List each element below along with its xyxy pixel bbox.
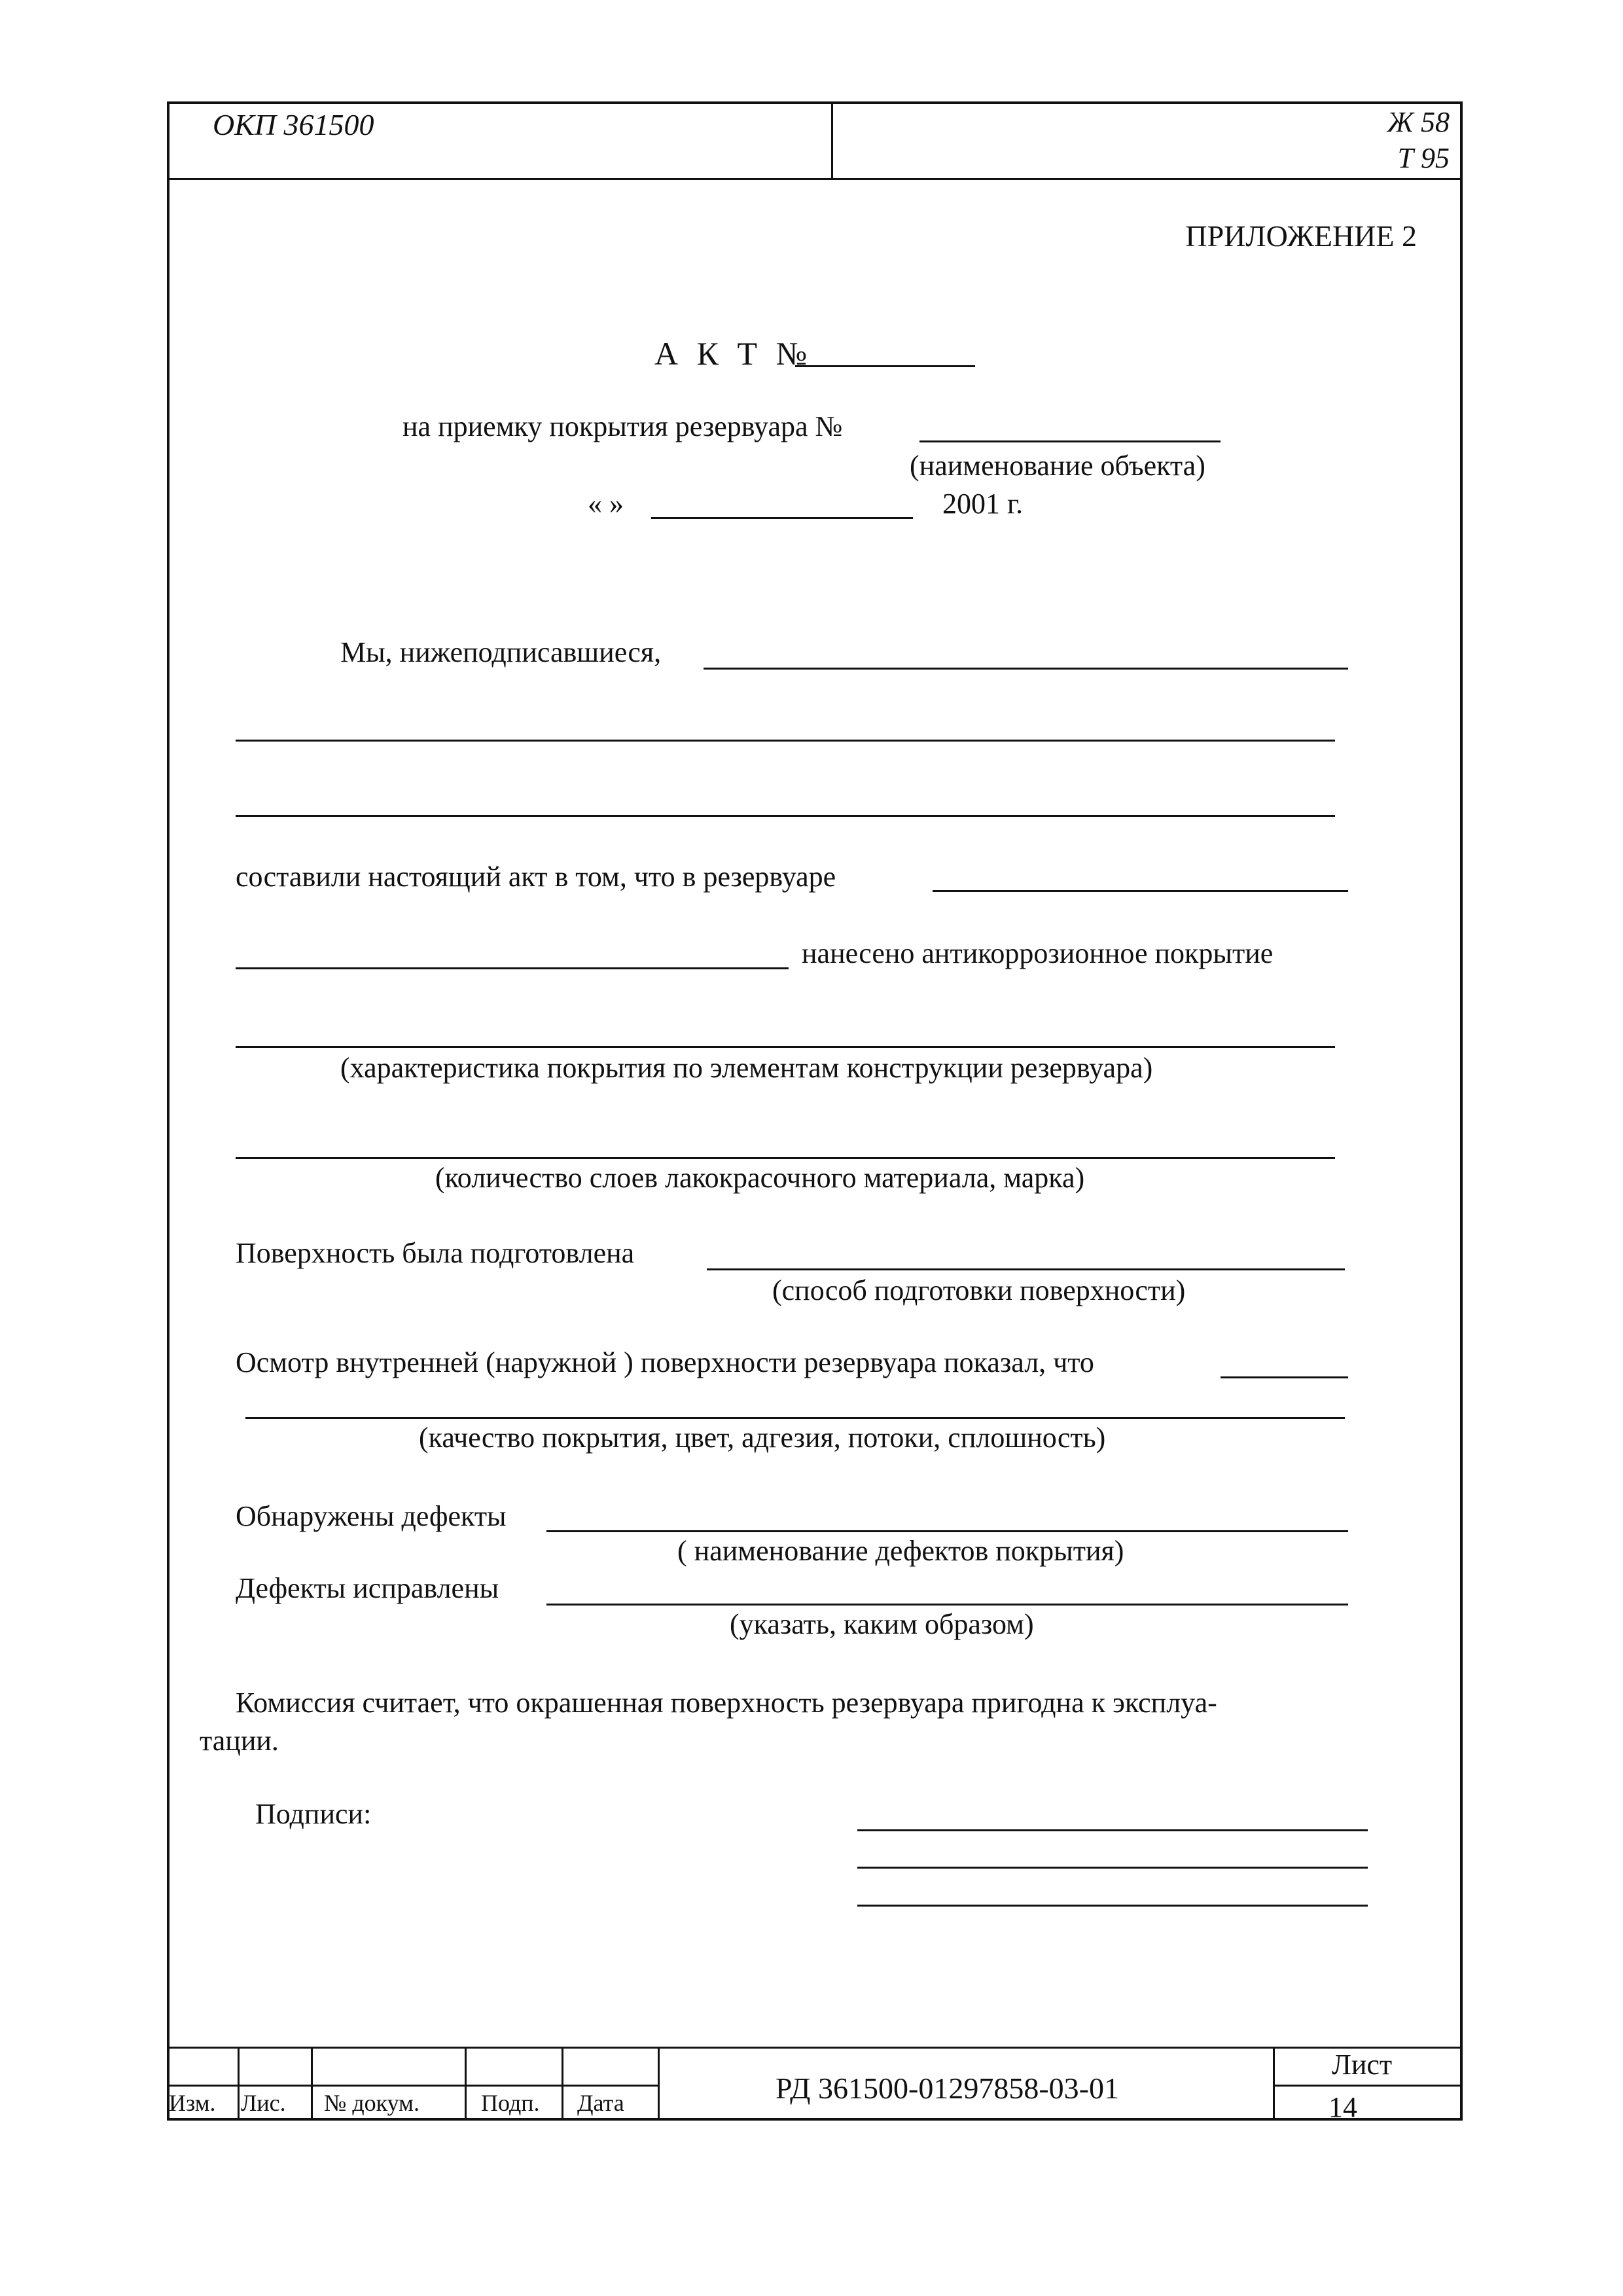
tank-line — [933, 890, 1348, 892]
date-quotes: « » — [588, 488, 624, 520]
col-data-sep — [658, 2047, 660, 2121]
commission-line-2: тации. — [200, 1725, 279, 1757]
composed-label: составили настоящий акт в том, что в резервуаре — [236, 861, 836, 893]
col-lis-sep — [311, 2047, 313, 2121]
signature-line-2 — [857, 1867, 1368, 1869]
code-zh58: Ж 58 — [1387, 106, 1450, 138]
col-podp-sep — [562, 2047, 563, 2121]
header-separator — [831, 101, 833, 178]
col-lis: Лис. — [241, 2090, 286, 2116]
defects-found-label: Обнаружены дефекты — [236, 1500, 507, 1532]
act-number-line — [795, 365, 975, 367]
col-podp: Подп. — [481, 2090, 540, 2116]
signature-line-3 — [857, 1905, 1368, 1907]
date-line — [651, 517, 913, 519]
signers-line-1 — [704, 668, 1348, 670]
title-block-row3 — [167, 2119, 658, 2121]
surface-line — [707, 1268, 1345, 1270]
act-subtitle: на приемку покрытия резервуара № — [402, 410, 843, 442]
defects-found-line — [546, 1530, 1348, 1532]
defects-fixed-label: Дефекты исправлены — [236, 1572, 499, 1604]
title-block-row2 — [167, 2085, 658, 2087]
document-code: РД 361500-01297858-03-01 — [776, 2072, 1119, 2105]
signers-label: Мы, нижеподписавшиеся, — [340, 636, 662, 668]
applied-label: нанесено антикоррозионное покрытие — [802, 937, 1274, 969]
object-line — [919, 440, 1221, 442]
col-izm: Изм. — [169, 2090, 216, 2116]
object-hint: (наименование объекта) — [910, 450, 1205, 482]
surface-prepared-label: Поверхность была подготовлена — [236, 1237, 635, 1269]
code-t95: Т 95 — [1397, 142, 1450, 174]
sheet-label: Лист — [1332, 2049, 1393, 2081]
sheet-number: 14 — [1329, 2091, 1357, 2123]
quality-hint: (качество покрытия, цвет, адгезия, потоки, сплошность) — [419, 1422, 1106, 1454]
sheet-divider — [1273, 2085, 1463, 2087]
col-doc-sep — [465, 2047, 467, 2121]
header-divider — [167, 178, 1463, 180]
characteristics-hint: (характеристика покрытия по элементам конструкции резервуара) — [340, 1052, 1153, 1084]
year-label: 2001 г. — [942, 488, 1024, 520]
defects-fixed-line — [546, 1604, 1348, 1605]
act-title: А К Т № — [654, 335, 813, 372]
layers-hint: (количество слоев лакокрасочного материала, марка) — [435, 1162, 1085, 1194]
prep-hint: (способ подготовки поверхности) — [772, 1274, 1186, 1306]
signature-line-1 — [857, 1829, 1368, 1831]
signers-line-2 — [236, 740, 1335, 742]
title-block-top — [167, 2047, 1463, 2049]
inspection-line-end — [1221, 1376, 1348, 1378]
signers-line-3 — [236, 815, 1335, 817]
col-izm-sep — [238, 2047, 240, 2121]
coating-line — [236, 967, 789, 969]
col-sheet-sep — [1273, 2047, 1275, 2121]
appendix-label: ПРИЛОЖЕНИЕ 2 — [1185, 219, 1417, 253]
how-hint: (указать, каким образом) — [730, 1608, 1034, 1640]
defects-hint: ( наименование дефектов покрытия) — [677, 1535, 1124, 1567]
commission-line-1: Комиссия считает, что окрашенная поверхность резервуара пригодна к эксплуа- — [236, 1687, 1217, 1719]
signatures-label: Подписи: — [255, 1798, 372, 1830]
inspection-line — [245, 1417, 1345, 1419]
inspection-label: Осмотр внутренней (наружной ) поверхности резервуара показал, что — [236, 1346, 1094, 1378]
col-data: Дата — [577, 2090, 624, 2116]
col-doc-no: № докум. — [324, 2090, 419, 2116]
okp-code: ОКП 361500 — [213, 108, 374, 141]
characteristics-line — [236, 1046, 1335, 1048]
layers-line — [236, 1157, 1335, 1159]
